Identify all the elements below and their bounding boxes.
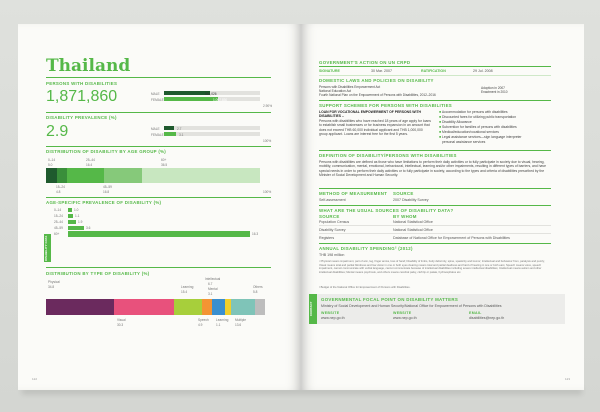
divider (319, 225, 551, 226)
bullet-icon: ■ (439, 135, 442, 139)
bullet-icon: ■ (439, 125, 442, 129)
email-label: EMAIL (469, 311, 482, 315)
bullet-icon: ■ (439, 115, 442, 119)
scheme-item: ■ Medical/education/vocational services (439, 130, 499, 134)
divider (319, 233, 551, 234)
method-label: METHOD OF MEASUREMENT (319, 191, 388, 196)
website-link[interactable]: www.nep.go.th (321, 316, 345, 320)
law-item: National Education Act (319, 89, 352, 93)
source-by: National Statistical Office (393, 228, 433, 232)
page-number: 123 (564, 377, 570, 381)
type-bar-physical (46, 299, 114, 315)
by-whom-head: BY WHOM (393, 214, 417, 219)
type-value: 5.8 (253, 290, 258, 294)
scheme-item: ■ Discounted fares for utilizing public transportation (439, 115, 517, 119)
law-date: Adoption in 2007 (481, 86, 505, 90)
as-bar (68, 231, 250, 237)
male-value: 864,026 (205, 91, 217, 96)
male-bar-rest (210, 91, 260, 95)
law-item: Persons with Disabilities Empowerment Act (319, 85, 381, 89)
type-bar-others (255, 299, 265, 315)
scheme-item: ■ Legal assistance services—sign language interpreter (439, 135, 522, 139)
contact-tab: CONTACT (309, 296, 317, 322)
as-value: 16.3 (252, 232, 259, 236)
type-value: 30.3 (117, 323, 124, 327)
source-by: Database of National Office for Empowerment of Persons with Disabilities (393, 236, 510, 240)
age-range: 15–24 (56, 185, 65, 189)
age-value: 36.5 (161, 163, 168, 167)
spending-value: THB 198 million (319, 253, 345, 257)
ratification-date: 29 Jul. 2008 (473, 69, 493, 73)
divider (319, 66, 551, 67)
scheme-item: personal assistance services (442, 140, 486, 144)
as-range: 45–59 (54, 226, 63, 230)
left-page (18, 24, 301, 390)
domestic-label: DOMESTIC LAWS AND POLICIES ON DISABILITY (319, 78, 434, 83)
divider (46, 77, 271, 78)
scheme-item: ■ Subvention for families of persons with disabilities (439, 125, 517, 129)
prev-male-value: 2.7 (177, 126, 182, 131)
type-value: 13.6 (235, 323, 242, 327)
as-value: 1.9 (78, 220, 83, 224)
type-bar-visual (114, 299, 174, 315)
age-range: 60+ (161, 158, 167, 162)
type-name: Visual (117, 318, 126, 322)
method-value: Self-assessment (319, 198, 346, 202)
loan-text: Persons with disabilities who have reached 18 years of age apply for loans to establish small businesses or for business expansion in an amount that does not exceed THB 60,000 individual applicant and THB 1,000,000 group applicant. Loans are interest free for the first 5 years. (319, 119, 431, 137)
divider (319, 150, 551, 151)
source-item: Population Census (319, 220, 350, 224)
source-item: Registers (319, 236, 335, 240)
age-bar-15-24 (57, 168, 67, 183)
persons-label: PERSONS WITH DISABILITIES (46, 81, 118, 86)
as-bar (68, 226, 84, 230)
type-name: Others (253, 285, 263, 289)
scheme-item: ■ Disability Allowance (439, 120, 472, 124)
divider (319, 243, 551, 244)
website2-label: WEBSITE (393, 311, 412, 315)
loan-heading: LOAN FOR VOCATIONAL EMPOWERMENT OF PERSONS WITH DISABILITIES – (319, 110, 421, 119)
persons-pct: 2.90% (263, 104, 273, 108)
age-value: 4.8 (56, 190, 61, 194)
type-value: 15.4 (181, 290, 188, 294)
age-bar-25-44 (67, 168, 104, 183)
right-page (301, 24, 584, 390)
prev-male-bar (164, 126, 174, 130)
prevalence-label: DISABILITY PREVALENCE (%) (46, 115, 117, 120)
age-bar-60plus (142, 168, 260, 183)
as-range: 15–24 (54, 214, 63, 218)
female-bar (164, 97, 218, 101)
bullet-icon: ■ (439, 120, 442, 124)
signature-date: 30 Mar. 2007 (371, 69, 392, 73)
gov-action-label: GOVERNMENT'S ACTION ON UN CRPD (319, 60, 411, 65)
age-value: 5.0 (48, 163, 53, 167)
source-label: SOURCE (393, 191, 414, 196)
prev-female-rest (176, 132, 260, 136)
persons-total: 1,871,860 (46, 88, 118, 105)
support-label: SUPPORT SCHEMES FOR PERSONS WITH DISABILITIES (319, 103, 453, 108)
type-value: 1.1 (216, 323, 221, 327)
type-name: Multiple (235, 318, 246, 322)
divider (319, 205, 551, 206)
as-range: 60+ (54, 232, 60, 236)
ratification-label: RATIFICATION (421, 69, 446, 73)
spending-label: ANNUAL DISABILITY SPENDING² (2012) (319, 246, 413, 251)
type-value: 6.7 (208, 282, 213, 286)
law-date: Enactment in 2010 (481, 90, 508, 94)
source-by: National Statistical Office (393, 220, 433, 224)
type-name: Learning (181, 285, 194, 289)
age-specific-label: AGE-SPECIFIC PREVALENCE OF DISABILITY (%) (46, 200, 162, 205)
type-bar-learning (174, 299, 202, 315)
type-name: Mental (208, 287, 218, 291)
divider (319, 188, 551, 189)
scheme-item: ■ Accommodation for persons with disabilities (439, 110, 508, 114)
as-range: 0–14 (54, 208, 62, 212)
age-group-label: DISTRIBUTION OF DISABILITY BY AGE GROUP (%) (46, 149, 167, 154)
prev-male-rest (174, 126, 260, 130)
type-bar-intellectual (212, 299, 225, 315)
as-value: 3.6 (86, 226, 91, 230)
prev-pct: 100% (263, 139, 272, 143)
type-name: Intellectual (205, 277, 221, 281)
section-tab: DISABILITY DATA (44, 234, 51, 262)
female-value: 1,007,830 (213, 97, 228, 102)
website-label: WEBSITE (321, 311, 340, 315)
divider (319, 100, 551, 101)
definition-text: Persons with disabilities are defined as those who have limitations to perform their daily activities or to fully participate in society due to visual, hearing, mobility, communication, mental, emotional, behavioural, intellectual, learning and/or other impairments, resulting in different types of barriers, and have special needs in order to perform their daily activities or to fully participate in society, according to the types and criteria of disabilities prescribed by the Minister of Social Development and Human Security. (319, 160, 546, 178)
as-bar (68, 214, 73, 218)
age-range: 25–44 (86, 158, 95, 162)
book-spread (18, 24, 584, 390)
focal-text: Ministry of Social Development and Human Security/National Office for Empowerment of Persons with Disabilities (321, 304, 502, 308)
divider (46, 146, 271, 147)
type-label: DISTRIBUTION BY TYPE OF DISABILITY (%) (46, 271, 150, 276)
law-item: Fourth National Plan on the Empowerment of Persons with Disabilities, 2012–2016 (319, 93, 436, 97)
email-link[interactable]: disabilities@nep.go.th (469, 316, 505, 320)
prev-female-value: 3.1 (179, 132, 184, 137)
type-value: 4.9 (198, 323, 203, 327)
as-range: 25–44 (54, 220, 63, 224)
male-label: MALE (151, 127, 160, 131)
divider (46, 112, 271, 113)
divider (46, 267, 271, 268)
age-range: 45–59 (103, 185, 112, 189)
age-value: 16.4 (86, 163, 93, 167)
website2-link[interactable]: www.nep.go.th (393, 316, 417, 320)
focal-label: GOVERNMENTAL FOCAL POINT ON DISABILITY MATTERS (321, 297, 459, 302)
country-title: Thailand (46, 56, 131, 76)
as-bar (68, 208, 72, 212)
bullet-icon: ■ (439, 110, 442, 114)
female-label: FEMALE (151, 98, 164, 102)
as-bar (68, 220, 76, 224)
type-bar-multiple (231, 299, 255, 315)
type-name: Speech (198, 318, 209, 322)
src-head: SOURCE (319, 214, 340, 219)
signature-label: SIGNATURE (319, 69, 340, 73)
male-bar (164, 91, 210, 95)
page-number: 122 (32, 377, 38, 381)
usual-label: WHAT ARE THE USUAL SOURCES OF DISABILITY DATA? (319, 208, 454, 213)
type-name: Learning (216, 318, 229, 322)
as-value: 1.0 (74, 208, 79, 212)
method-source: 2007 Disability Survey (393, 198, 429, 202)
as-value: 1.1 (75, 214, 80, 218)
age-value: 16.8 (103, 190, 110, 194)
age-bar-0-14 (46, 168, 57, 183)
footnote: ¹ Physical means impairment, part of arm, leg, finger amiss, loss of hand; Disability of limbs, body deformity, spine, spasticity and tremor; Intellectual and behaviour from, paralysis and poorly; Visual means total and partial blindness and low vision in one or both eyes clearing means total and partial deafness and hard of hearing in one or both ears; Speech means voice, speech impairment, cannot communicate with verbal language, cannot communicate because of intellectual disabilities including severe intellectual disabilities; Intellectual means autism and other intellectual disabilities; Mental means psychosis, and others means cerebral palsy, cleft lip or palate, hydrocephalus etc. (319, 260, 545, 275)
footnote: ² Budget of the National Office for Empowerment of Persons with Disabilities. (319, 286, 411, 289)
divider (319, 75, 551, 76)
age-pct: 100% (263, 190, 272, 194)
age-bar-45-59 (104, 168, 142, 183)
type-name: Physical (48, 280, 60, 284)
definition-label: DEFINITION OF DISABILITY/PERSONS WITH DISABILITIES (319, 153, 457, 158)
divider (46, 197, 271, 198)
source-item: Disability Survey (319, 228, 346, 232)
bullet-icon: ■ (439, 130, 442, 134)
female-label: FEMALE (151, 133, 164, 137)
type-value: 3.1 (208, 292, 213, 296)
male-label: MALE (151, 92, 160, 96)
prevalence-value: 2.9 (46, 123, 69, 140)
type-value: 34.8 (48, 285, 55, 289)
type-bar-speech (202, 299, 212, 315)
prev-female-bar (164, 132, 176, 136)
age-range: 0–14 (48, 158, 56, 162)
